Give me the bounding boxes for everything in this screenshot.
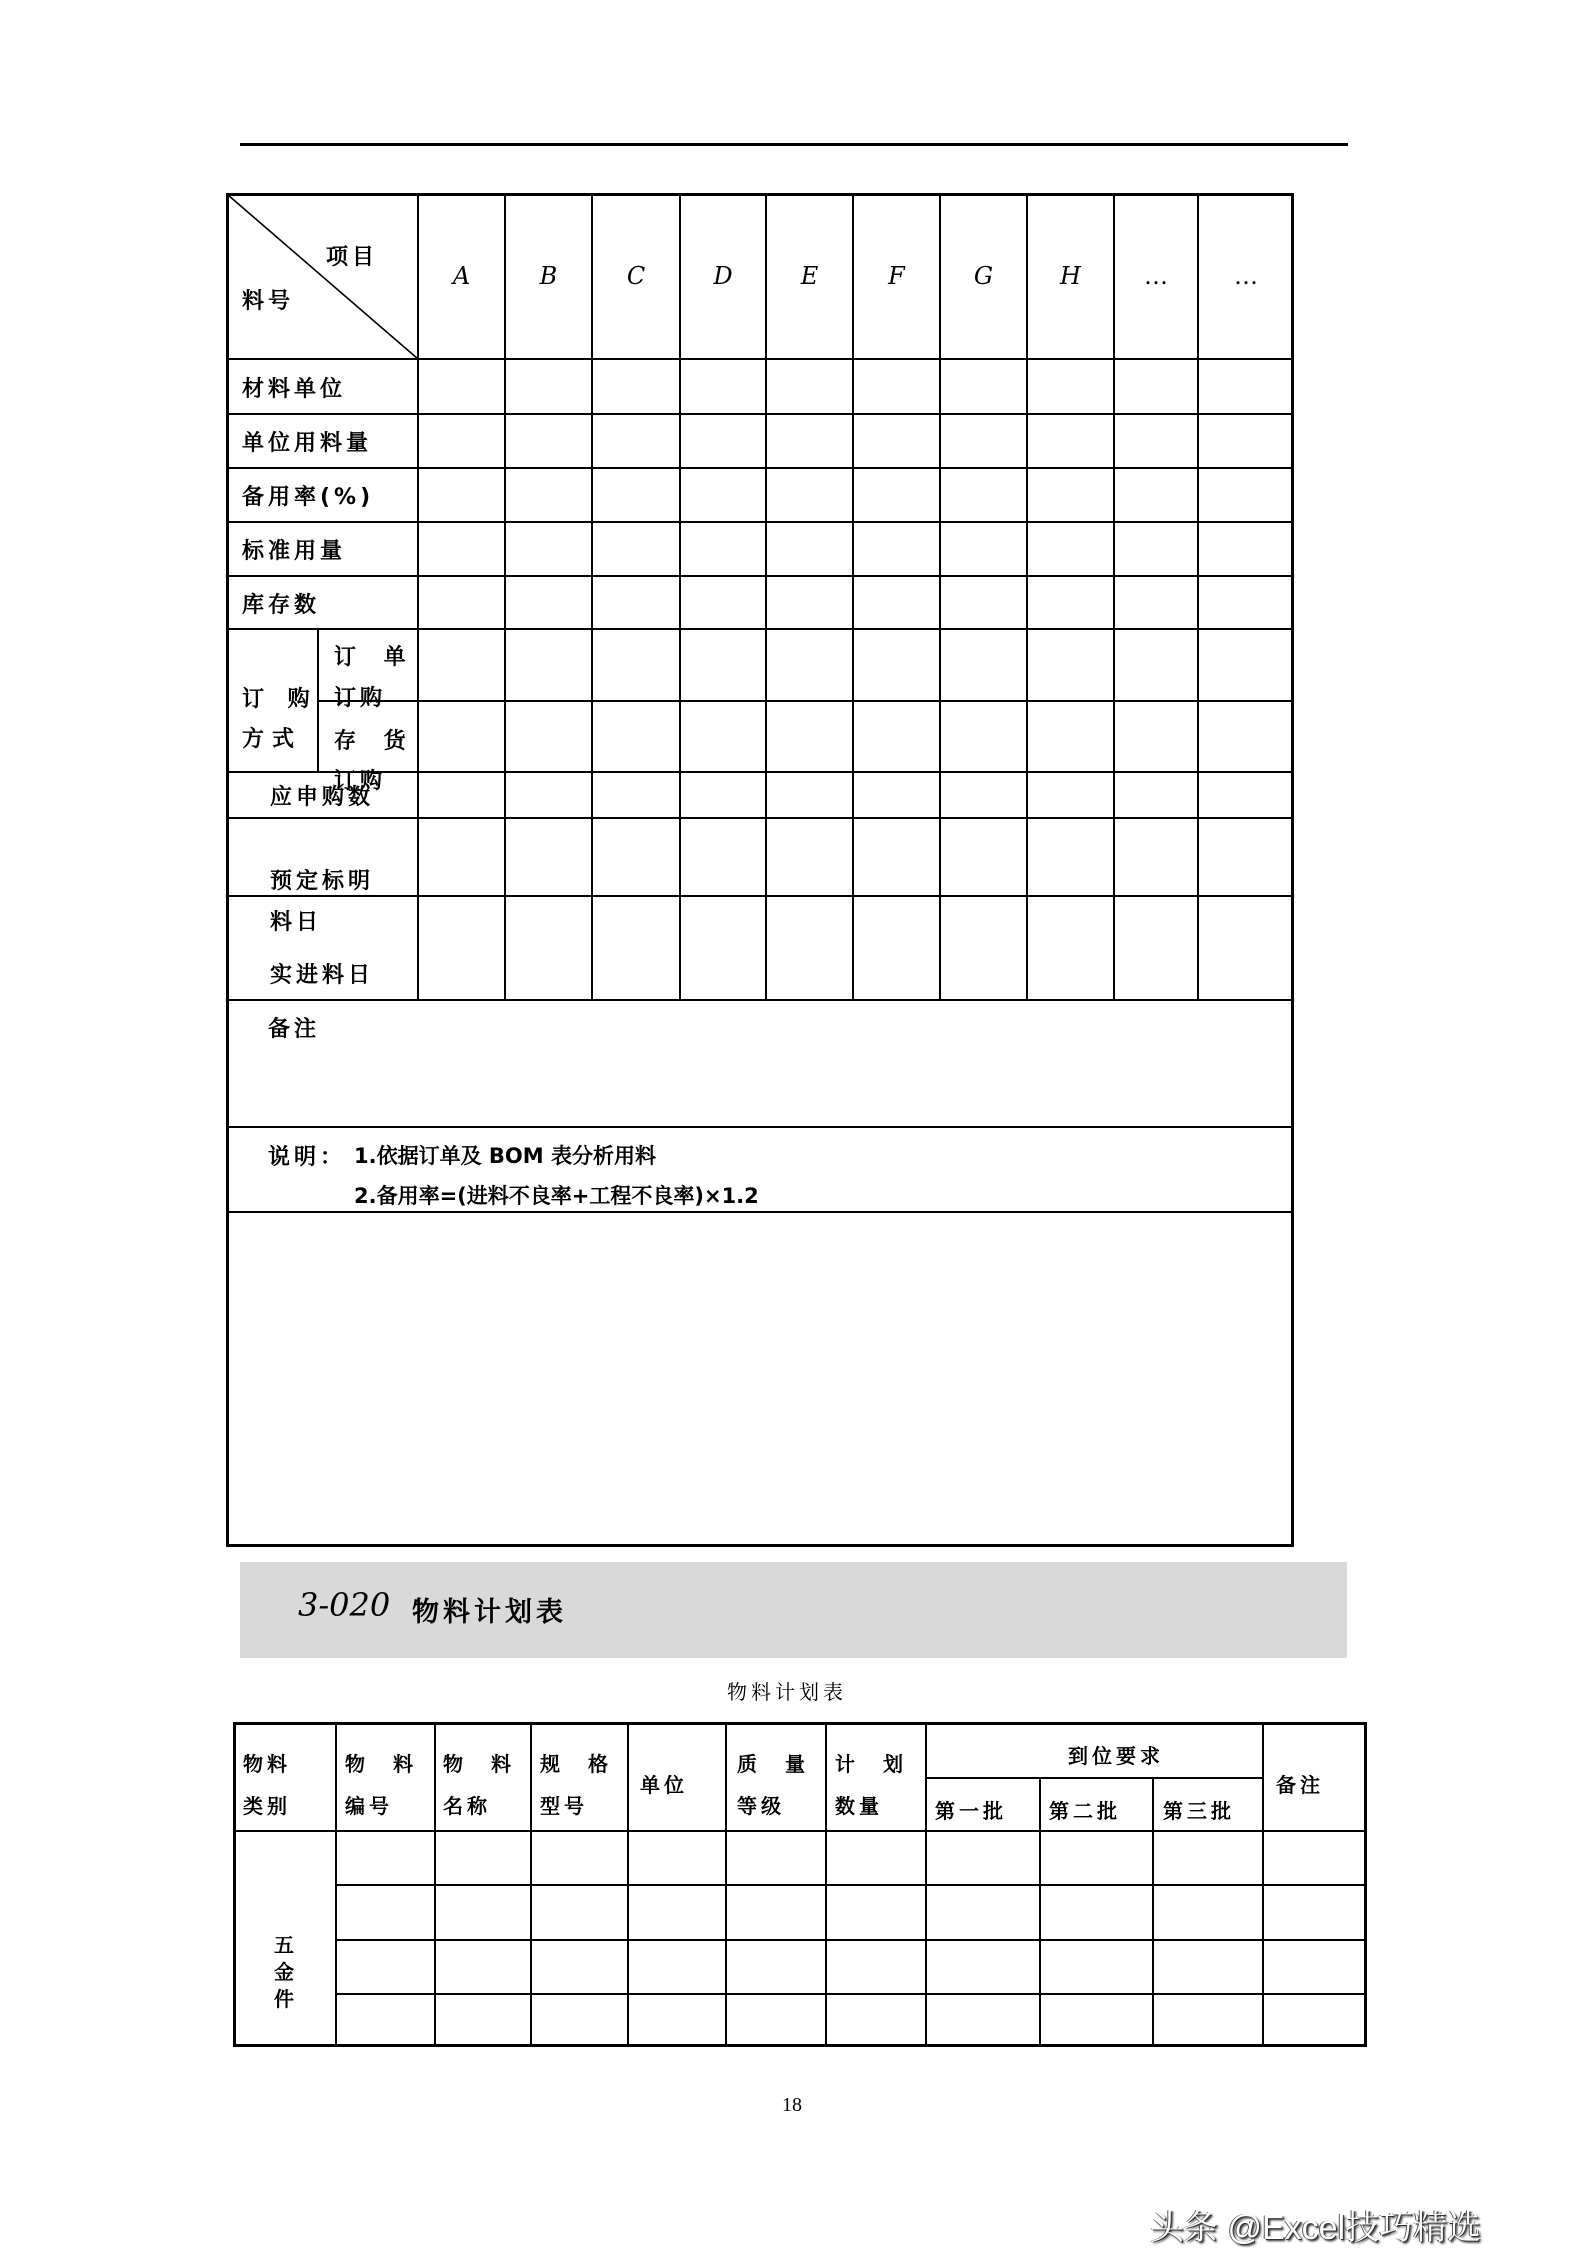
row-divider bbox=[226, 413, 1294, 415]
category-hardware-char-2: 金 bbox=[274, 1960, 298, 1984]
row-label-unit-usage: 单位用料量 bbox=[242, 431, 373, 456]
category-hardware-char-3: 件 bbox=[274, 1987, 298, 2011]
row-label-standard-usage: 标准用量 bbox=[242, 539, 347, 564]
note-line-2: 2.备用率=(进料不良率+工程不良率)×1.2 bbox=[354, 1184, 759, 1208]
row-label-actual-arrival-date: 实进料日 bbox=[270, 962, 375, 988]
col-header-h: H bbox=[1060, 262, 1081, 290]
table-caption: 物料计划表 bbox=[727, 1680, 847, 1704]
col-header-e: E bbox=[800, 262, 819, 290]
header-unit: 单位 bbox=[640, 1773, 688, 1797]
row-divider bbox=[226, 358, 1294, 360]
col-header-f: F bbox=[888, 262, 905, 290]
col-divider bbox=[1152, 1778, 1154, 2047]
subrow-divider bbox=[318, 700, 1294, 702]
notes-label: 说明： bbox=[268, 1145, 347, 1170]
category-hardware-char-1: 五 bbox=[274, 1933, 298, 1957]
watermark: 头条 @Excel技巧精选 bbox=[1150, 2209, 1482, 2247]
header-material-code-l1: 物 料 bbox=[345, 1752, 417, 1776]
row-label-scheduled-date-line1: 预定标明 bbox=[270, 869, 375, 894]
header-quality-grade-l2: 等级 bbox=[737, 1794, 785, 1818]
header-remarks: 备注 bbox=[1276, 1773, 1324, 1797]
section-heading-bar bbox=[240, 1562, 1347, 1658]
col-header-c: C bbox=[626, 262, 646, 290]
header-spec-model-l1: 规 格 bbox=[540, 1752, 612, 1776]
col-header-b: B bbox=[539, 262, 558, 290]
row-divider bbox=[226, 1126, 1294, 1128]
corner-label-part-number: 料号 bbox=[242, 289, 295, 314]
row-label-stock-qty: 库存数 bbox=[242, 592, 321, 618]
header-bottom-divider bbox=[233, 1830, 1367, 1832]
row-divider bbox=[226, 895, 1294, 897]
row-divider bbox=[226, 817, 1294, 819]
header-spec-model-l2: 型号 bbox=[540, 1794, 588, 1818]
header-plan-qty-l2: 数量 bbox=[835, 1794, 883, 1818]
subrow-order-by-stock-line2: 订购 bbox=[334, 769, 387, 794]
page-header-rule bbox=[240, 143, 1348, 146]
row-divider bbox=[226, 999, 1294, 1001]
corner-diagonal-line bbox=[226, 193, 420, 361]
header-quality-grade-l1: 质 量 bbox=[737, 1752, 809, 1776]
col-header-d: D bbox=[713, 262, 733, 290]
row-label-order-method-line2: 方式 bbox=[242, 727, 303, 752]
header-batch-3: 第三批 bbox=[1163, 1799, 1235, 1823]
row-label-material-unit: 材料单位 bbox=[242, 376, 347, 402]
header-material-name-l2: 名称 bbox=[443, 1794, 491, 1818]
col-header-ellipsis-2: … bbox=[1234, 262, 1258, 290]
group-header-divider bbox=[925, 1777, 1263, 1779]
header-batch-1: 第一批 bbox=[935, 1799, 1007, 1823]
section-title: 物料计划表 bbox=[412, 1597, 567, 1628]
row-label-order-method-line1: 订 购 bbox=[242, 687, 318, 712]
row-label-spare-rate: 备用率(%) bbox=[242, 485, 375, 510]
header-material-name-l1: 物 料 bbox=[443, 1752, 515, 1776]
header-material-category-l1: 物料 bbox=[243, 1752, 291, 1776]
corner-label-item: 项目 bbox=[326, 245, 379, 270]
row-divider bbox=[335, 1993, 1367, 1995]
subrow-order-by-stock-line1: 存 货 bbox=[334, 729, 416, 754]
row-divider bbox=[335, 1939, 1367, 1941]
header-material-category-l2: 类别 bbox=[243, 1794, 291, 1818]
col-header-g: G bbox=[973, 262, 994, 290]
header-plan-qty-l1: 计 划 bbox=[835, 1752, 907, 1776]
col-header-a: A bbox=[452, 262, 471, 290]
header-batch-2: 第二批 bbox=[1049, 1799, 1121, 1823]
row-divider bbox=[226, 521, 1294, 523]
subrow-order-by-order-line2: 订购 bbox=[334, 686, 387, 711]
section-number: 3-020 bbox=[298, 1586, 391, 1624]
header-material-code-l2: 编号 bbox=[345, 1794, 393, 1818]
row-label-scheduled-date-line2: 料日 bbox=[270, 910, 323, 935]
row-divider bbox=[335, 1884, 1367, 1886]
material-usage-table bbox=[226, 193, 1294, 1547]
page-number: 18 bbox=[782, 2094, 802, 2116]
header-arrival-requirements: 到位要求 bbox=[1068, 1744, 1164, 1768]
row-divider bbox=[226, 1211, 1294, 1213]
col-divider bbox=[1039, 1778, 1041, 2047]
row-divider bbox=[226, 771, 1294, 773]
note-line-1: 1.依据订单及 BOM 表分析用料 bbox=[354, 1144, 656, 1168]
row-divider bbox=[226, 467, 1294, 469]
col-header-ellipsis-1: … bbox=[1144, 262, 1168, 290]
row-divider bbox=[226, 628, 1294, 630]
row-label-requisition-qty: 应申购数 bbox=[270, 785, 375, 810]
subrow-order-by-order-line1: 订 单 bbox=[334, 645, 416, 670]
row-divider bbox=[226, 575, 1294, 577]
remarks-label: 备注 bbox=[268, 1017, 321, 1042]
